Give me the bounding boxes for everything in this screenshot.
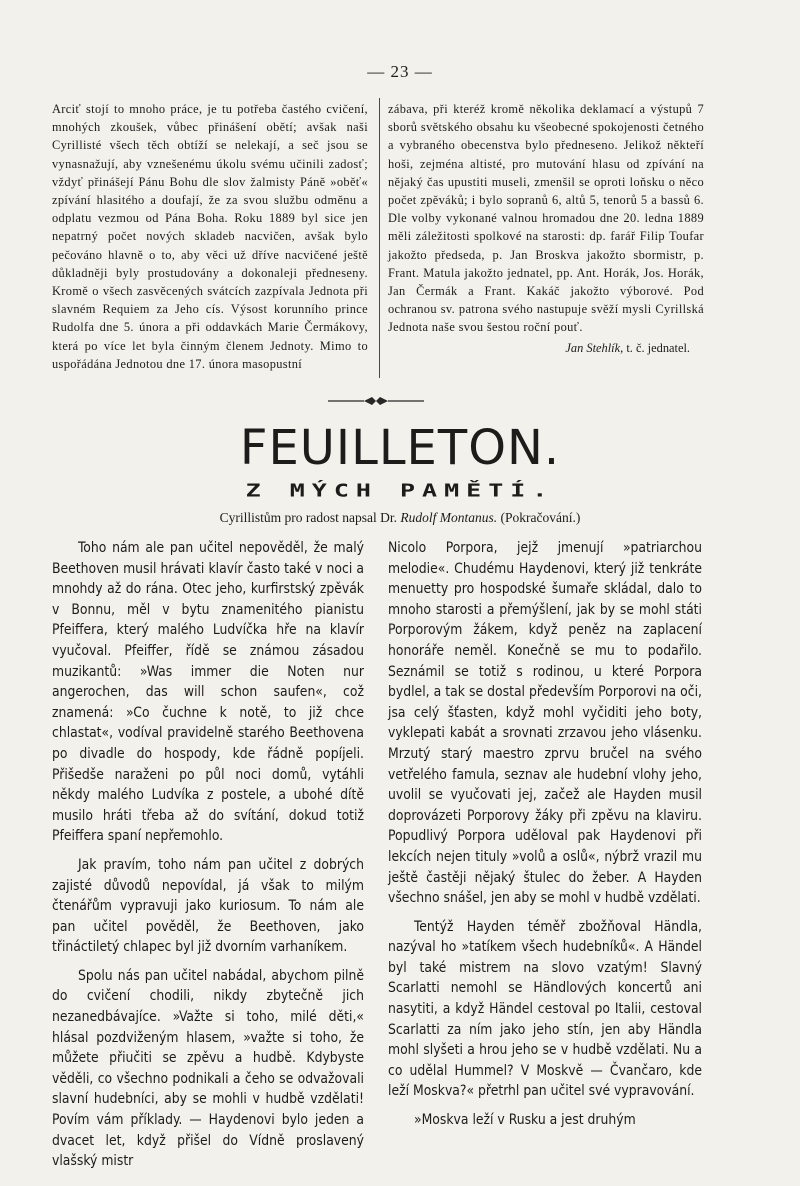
byline-author: Rudolf Montanus. [400, 510, 498, 525]
paragraph: Spolu nás pan učitel nabádal, abychom pilně do cvičení chodili, nikdy zbytečně jich nezanedbávajíce. »Važte si toho, milé děti,« hlásal pozdviženým hlasem, »važte si toho, že můžete přiučiti se zpěvu a hudbě. Kdybyste věděli, co všechno podnikali a čeho se odvažovali slavní hudebníci, aby se mohli v hudbě vzdělati! Povím vám příklady. — Haydenovi bylo jeden a dvacet let, když přišel do Vídně proslavený vlašský mistr [52, 967, 364, 1170]
byline-suffix: (Pokračování.) [500, 510, 581, 525]
column-divider [379, 98, 380, 378]
byline [0, 510, 800, 526]
section-ornament [326, 393, 426, 409]
paragraph: Tentýž Hayden téměř zbožňoval Händla, nazýval ho »tatíkem všech hudebníků«. A Händel byl také mistrem na slovo vzatým! Slavný Scarlatti nemohl se Händlových koncertů ani nasytiti, a když Händel cestoval po Italii, cestoval Scarlatti za ním jako jeho stín, jen aby Händla mohl slyšeti a hrou jeho se v hudbě vzdělati. Nu a co udělal Hummel? V Moskvě — Čvančaro, kde leží Moskva?« přetrhl pan učitel své vypravování. [388, 918, 702, 1100]
report-column-right [388, 100, 704, 357]
signature-role: t. č. jednatel. [626, 340, 690, 355]
report-text-left: Arciť stojí to mnoho práce, je tu potřeba častého cvičení, mnohých zkoušek, vůbec přinášení obětí; avšak naši Cyrillisté všech těch obtíží se nelekají, a seč jsou se vynasnažují, aby vznešenému úkolu svému učinili zadosť; vždyť přinášejí Pánu Bohu dle slov žalmisty Páně »oběť« zpívání hlasitého a doufají, že za svou službu odměnu a odplatu vezmou od Pána Boha. Roku 1889 byl sice jen nepatrný počet nových skladeb nacvičen, avšak bylo pečováno hlavně o to, aby věci už dříve nacvičené ještě důkladněji byly prostudovány a dokonaleji předneseny. Kromě o všech zasvěcených svátcích zazpívala Jednota při slavném Requiem za Jeho cís. Výsost korunního prince Rudolfa dne 5. února a při oddavkách Marie Čermákovy, která po více let byla činným členem Jednoty. Mimo to uspořádána Jednotou dne 17. února masopustní [52, 102, 368, 371]
feuilleton-heading: FEUILLETON. [239, 420, 561, 476]
paragraph: Toho nám ale pan učitel nepověděl, že malý Beethoven musil hrávati klavír často také v noci a mnohdy až do rána. Otec jeho, kurfirstský zpěvák v Bonnu, měl v bytu znamenitého pianistu Pfeiffera, který malého Ludvíčka hře na klavír vyučoval. Pfeiffer, řídě se známou zásadou muzikantů: »Was immer die Noten nur angerochen, das will schon saufen«, což znamená: »Co čuchne k notě, to již chce chlastat«, vodíval pravidelně starého Beethovena po divadle do hospody, kde řádně popíjeli. Přišedše naraženi po půl noci domů, vytáhli někdy malého Ludvíka z postele, a ubohé dítě musilo hráti třeba až do svítání, dokud totiž Pfeiffera spaní nepřemohlo. [52, 540, 364, 845]
page-number: — 23 — [367, 62, 433, 81]
paragraph: »Moskva leží v Rusku a jest druhým [414, 1112, 636, 1129]
feuilleton-column-right [388, 538, 702, 1131]
paragraph: Jak pravím, toho nám pan učitel z dobrých zajisté důvodů nepovídal, já však to milým čtenářům vypravuji jako kuriosum. To nám ale pan učitel pověděl, že Beethoven, jako třináctiletý chlapec byl již dvorním varhaníkem. [52, 856, 364, 956]
byline-prefix: Cyrillistům pro radost napsal Dr. [219, 510, 397, 525]
report-text-right: zábava, při kteréž kromě několika deklamací a výstupů 7 sborů světského obsahu ku všeobecné spokojenosti četného a vybraného obecenstva bylo předneseno. Jelikož někteří hoši, zejména altisté, pro mutování hlasu od zpívání na nějaký čas upustiti museli, zmenšil se oproti loňsku o něco počet zpěváků; i bylo sopranů 6, altů 5, tenorů 5 a bassů 6. Dle volby vykonané valnou hromadou dne 20. ledna 1889 měli záležitosti spolkové na starosti: dp. farář Filip Toufar jakožto předseda, p. Jan Broskva jakožto sbormistr, p. Frant. Matula jakožto jednatel, pp. Ant. Horák, Jos. Horák, Jan Čermák a Frant. Kakáč jakožto výborové. Pod ochranou sv. patrona svého nastupuje svěží mysli Cyrillská Jednota naše svou šestou roční pouť. [388, 102, 704, 335]
feuilleton-column-left [52, 538, 364, 1172]
signature [388, 339, 690, 357]
signature-name: Jan Stehlík, [565, 340, 624, 355]
paragraph: Nicolo Porpora, jejž jmenují »patriarchou melodie«. Chudému Haydenovi, který již tenkráte menuetty pro hospodské šumaře skládal, dalo to mnoho starosti a přemýšlení, jak by se mohl státi Porporovým žákem, když peněz na zaplacení honoráře neměl. Konečně se mu to podařilo. Seznámil se totiž s rodinou, u které Porpora bydlel, a tak se dostal především Porporovi na oči, jsa celý šťasten, když mohl vyčiditi jeho boty, vyklepati kabát a srovnati zrzavou jeho vlásenku. Mrzutý starý maestro zprvu bručel na svého vetřelého famula, seznav ale hudební vlohy jeho, uvolil se vyučovati jej, začež ale Hayden musil doprovázeti Porporovy žáky při zpěvu na klaviru. Popudlivý Porpora uděloval pak Haydenovi při lekcích nejen tituly »volů a oslů«, nýbrž vrazil mu ještě častěji nějaký štulec do žeber. A Hayden všechno snášel, jen aby se mohl v hudbě vzdělati. [388, 540, 702, 907]
feuilleton-subtitle: Z MÝCH PAMĚTÍ. [245, 480, 555, 501]
report-column-left [52, 100, 368, 373]
